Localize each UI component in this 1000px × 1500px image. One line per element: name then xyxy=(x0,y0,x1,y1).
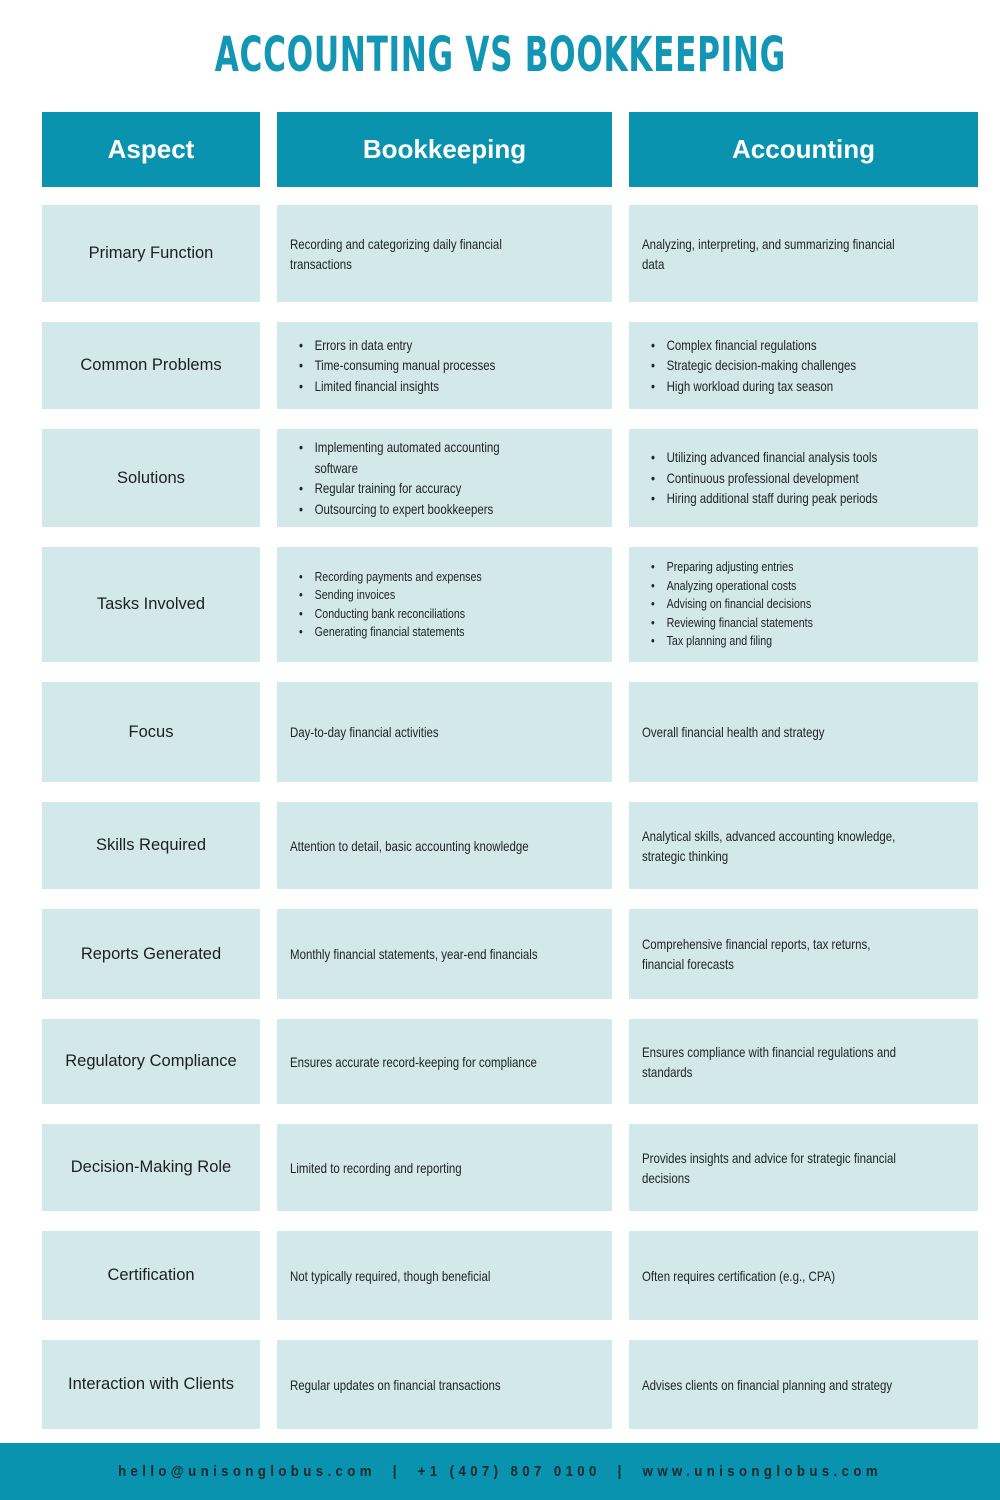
bookkeeping-cell xyxy=(277,1231,612,1320)
bullet-list xyxy=(642,558,909,651)
bullet-item: • Reviewing financial statements xyxy=(642,614,909,633)
cell-text: Ensures compliance with financial regulations and standards xyxy=(642,1043,896,1080)
bullet-item: • Regular training for accuracy xyxy=(290,478,546,499)
table-row xyxy=(42,802,978,889)
accounting-cell xyxy=(629,322,978,409)
bookkeeping-cell xyxy=(277,205,612,302)
bullet-item: • Strategic decision-making challenges xyxy=(642,355,909,376)
accounting-cell xyxy=(629,909,978,999)
column-header-aspect: Aspect xyxy=(42,112,260,187)
page-title xyxy=(0,28,1000,88)
bookkeeping-cell xyxy=(277,1124,612,1211)
table-header-row xyxy=(42,112,978,187)
page-title-text: ACCOUNTING VS BOOKKEEPING xyxy=(214,27,786,83)
cell-text: Ensures accurate record-keeping for compliance xyxy=(290,1053,537,1070)
table-row xyxy=(42,682,978,782)
bullet-list xyxy=(290,335,546,397)
table-row xyxy=(42,1231,978,1320)
bookkeeping-cell xyxy=(277,682,612,782)
bullet-item: • Continuous professional development xyxy=(642,468,909,489)
bullet-item: • Time-consuming manual processes xyxy=(290,355,546,376)
cell-text: Comprehensive financial reports, tax returns, financial forecasts xyxy=(642,936,871,972)
footer-phone: +1 (407) 807 0100 xyxy=(417,1463,601,1480)
table-row xyxy=(42,1124,978,1211)
bullet-item: • Analyzing operational costs xyxy=(642,577,909,596)
bullet-item: • Implementing automated accounting software xyxy=(290,437,546,478)
bullet-list xyxy=(642,335,909,397)
footer-email: hello@unisonglobus.com xyxy=(118,1463,376,1480)
bullet-item: • Advising on financial decisions xyxy=(642,595,909,614)
cell-text: Advises clients on financial planning and strategy xyxy=(642,1376,893,1393)
accounting-cell xyxy=(629,802,978,889)
accounting-cell xyxy=(629,1231,978,1320)
bullet-item: • Recording payments and expenses xyxy=(290,568,546,587)
accounting-cell xyxy=(629,547,978,662)
bookkeeping-cell xyxy=(277,322,612,409)
cell-text: Regular updates on financial transactions xyxy=(290,1376,501,1393)
column-header-accounting: Accounting xyxy=(629,112,978,187)
accounting-cell xyxy=(629,682,978,782)
bookkeeping-cell xyxy=(277,1019,612,1104)
bookkeeping-cell xyxy=(277,802,612,889)
bookkeeping-cell xyxy=(277,547,612,662)
aspect-cell: Common Problems xyxy=(42,322,260,409)
aspect-cell: Reports Generated xyxy=(42,909,260,999)
table-row xyxy=(42,1340,978,1429)
bullet-item: • Errors in data entry xyxy=(290,335,546,356)
table-row xyxy=(42,205,978,302)
footer-contact-line xyxy=(118,1463,882,1480)
cell-text: Analyzing, interpreting, and summarizing financial data xyxy=(642,235,895,272)
aspect-cell: Focus xyxy=(42,682,260,782)
cell-text: Overall financial health and strategy xyxy=(642,724,825,740)
accounting-cell xyxy=(629,429,978,527)
aspect-cell: Primary Function xyxy=(42,205,260,302)
cell-text: Analytical skills, advanced accounting knowledge, strategic thinking xyxy=(642,827,896,864)
aspect-cell: Decision-Making Role xyxy=(42,1124,260,1211)
table-row xyxy=(42,1019,978,1104)
cell-text: Provides insights and advice for strategic financial decisions xyxy=(642,1149,896,1186)
bullet-item: • Tax planning and filing xyxy=(642,632,909,651)
cell-text: Recording and categorizing daily financial transactions xyxy=(290,235,502,272)
bullet-list xyxy=(290,437,546,519)
table-row xyxy=(42,429,978,527)
cell-text: Attention to detail, basic accounting knowledge xyxy=(290,837,529,854)
cell-text: Often requires certification (e.g., CPA) xyxy=(642,1267,836,1284)
footer-separator: | xyxy=(392,1463,401,1480)
column-header-bookkeeping: Bookkeeping xyxy=(277,112,612,187)
cell-text: Day-to-day financial activities xyxy=(290,724,439,740)
bullet-item: • High workload during tax season xyxy=(642,376,909,397)
bullet-item: • Limited financial insights xyxy=(290,376,546,397)
bullet-item: • Complex financial regulations xyxy=(642,335,909,356)
bullet-item: • Outsourcing to expert bookkeepers xyxy=(290,499,546,520)
cell-text: Limited to recording and reporting xyxy=(290,1159,462,1176)
cell-text: Monthly financial statements, year-end financials xyxy=(290,946,538,962)
accounting-cell xyxy=(629,1340,978,1429)
bullet-item: • Sending invoices xyxy=(290,586,546,605)
aspect-cell: Regulatory Compliance xyxy=(42,1019,260,1104)
table-row xyxy=(42,322,978,409)
aspect-cell: Solutions xyxy=(42,429,260,527)
table-row xyxy=(42,909,978,999)
bullet-item: • Hiring additional staff during peak periods xyxy=(642,488,909,509)
accounting-cell xyxy=(629,205,978,302)
bookkeeping-cell xyxy=(277,1340,612,1429)
bullet-item: • Utilizing advanced financial analysis tools xyxy=(642,447,909,468)
aspect-cell: Certification xyxy=(42,1231,260,1320)
aspect-cell: Interaction with Clients xyxy=(42,1340,260,1429)
footer-website: www.unisonglobus.com xyxy=(642,1463,882,1480)
footer-bar xyxy=(0,1443,1000,1500)
aspect-cell: Skills Required xyxy=(42,802,260,889)
bullet-item: • Conducting bank reconciliations xyxy=(290,605,546,624)
accounting-cell xyxy=(629,1124,978,1211)
bookkeeping-cell xyxy=(277,909,612,999)
bullet-item: • Preparing adjusting entries xyxy=(642,558,909,577)
footer-separator: | xyxy=(617,1463,626,1480)
bookkeeping-cell xyxy=(277,429,612,527)
bullet-list xyxy=(290,568,546,642)
cell-text: Not typically required, though beneficial xyxy=(290,1267,491,1284)
bullet-list xyxy=(642,447,909,509)
table-row xyxy=(42,547,978,662)
bullet-item: • Generating financial statements xyxy=(290,623,546,642)
aspect-cell: Tasks Involved xyxy=(42,547,260,662)
accounting-cell xyxy=(629,1019,978,1104)
